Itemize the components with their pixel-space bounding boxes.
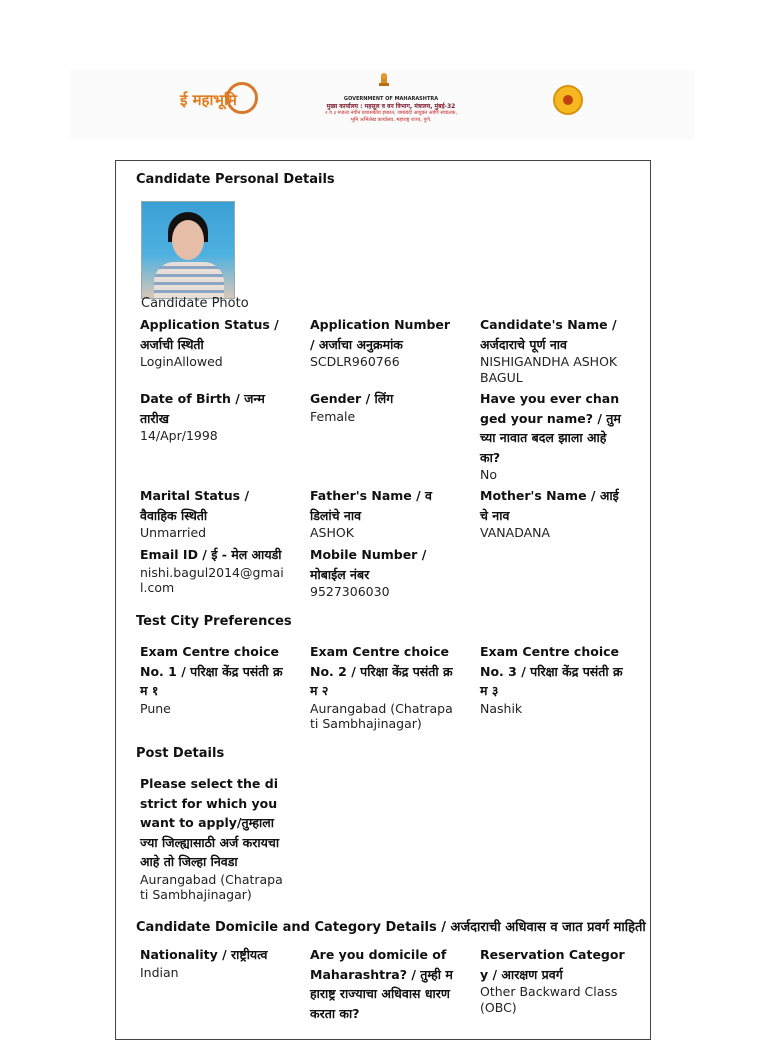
application-status-field [140,315,285,370]
field-value: 9527306030 [310,584,390,599]
email-field [140,545,285,596]
field-label: Are you domicile of Maharashtra? / तुम्ही महाराष्ट्र राज्याचा अधिवास धारण करता का? [310,947,453,1021]
field-label: Email ID / ई - मेल आयडी [140,547,282,562]
father-name-field [310,486,455,541]
address-line-2: भूमि अभिलेख कार्यालय, महाराष्ट्र राज्य, पुणे. [350,117,432,123]
field-value: VANADANA [480,525,551,540]
government-address [306,96,476,124]
field-value: NISHIGANDHA ASHOK BAGUL [480,354,618,385]
field-value: Aurangabad (Chatrapati Sambhajinagar) [140,871,283,902]
office-line: मुख्य कार्यालय : महसूल व वन विभाग, मंत्रालय, मुंबई-32 [326,103,456,110]
mother-name-field [480,486,625,541]
application-number-field [310,315,455,370]
maharashtra-seal-icon [553,85,583,115]
mobile-number-field [310,545,455,600]
field-label: Nationality / राष्ट्रीयत्व [140,947,268,962]
gov-line: GOVERNMENT OF MAHARASHTRA [343,96,439,102]
field-value: Pune [140,700,171,716]
domicile-maharashtra-field [310,945,455,1023]
field-label: Exam Centre choice No. 2 / परिक्षा केंद्र पसंती क्रम २ [310,644,453,698]
field-value: Nashik [480,700,523,716]
field-value: No [480,467,497,482]
field-label: Please select the district for which you want to apply/तुम्हाला ज्या जिल्ह्यासाठी अर्ज करायचा आहे तो जिल्हा निवडा [140,776,280,869]
field-label: Gender / लिंग [310,391,394,406]
mahabhumi-logo [180,80,260,120]
field-value: 14/Apr/1998 [140,428,218,443]
nationality-field [140,945,285,980]
field-value: ASHOK [310,525,354,540]
gender-field [310,389,455,424]
date-of-birth-field [140,389,285,444]
national-emblem-icon [374,72,394,92]
field-label: Marital Status / वैवाहिक स्थिती [140,488,250,523]
field-label: Application Number / अर्जाचा अनुक्रमांक [310,317,451,352]
field-label: Exam Centre choice No. 3 / परिक्षा केंद्र पसंती क्रम ३ [480,644,623,698]
exam-centre-choice-2-field [310,642,455,732]
exam-centre-choice-1-field [140,642,285,716]
field-label: Reservation Category / आरक्षण प्रवर्ग [480,947,625,982]
candidate-photo [141,201,235,299]
field-label: Father's Name / वडिलांचे नाव [310,488,432,523]
field-label: Date of Birth / जन्म तारीख [140,391,265,426]
field-value: Other Backward Class (OBC) [480,984,618,1015]
field-value: Female [310,408,356,424]
marital-status-field [140,486,285,541]
exam-centre-choice-3-field [480,642,625,716]
post-details-title: Post Details [136,746,225,761]
field-value: Indian [140,964,179,980]
field-value: nishi.bagul2014@gmail.com [140,564,284,595]
field-label: Mobile Number / मोबाईल नंबर [310,547,427,582]
address-line-1: २ व ३ मजला नवीन प्रशासकीय इमारत, जमाबंदी आयुक्त आणि संचालक, [324,110,458,116]
header-banner [70,70,695,140]
reservation-category-field [480,945,625,1015]
application-details-card [115,160,651,1040]
logo-ring-icon [226,82,258,114]
field-label: Application Status / अर्जाची स्थिती [140,317,279,352]
field-value: LoginAllowed [140,354,223,369]
name-changed-field [480,389,625,483]
field-label: Have you ever changed your name? / तुमच्या नावात बदल झाला आहे का? [480,391,621,465]
field-label: Mother's Name / आईचे नाव [480,488,619,523]
personal-details-title: Candidate Personal Details [136,172,335,187]
field-value: Unmarried [140,525,207,540]
district-selection-field [140,774,285,903]
domicile-category-title: Candidate Domicile and Category Details / अर्जदाराची अधिवास व जात प्रवर्ग माहिती [136,920,646,935]
field-value: Aurangabad (Chatrapati Sambhajinagar) [310,700,453,731]
photo-caption: Candidate Photo [141,296,249,311]
field-label: Exam Centre choice No. 1 / परिक्षा केंद्र पसंती क्रम १ [140,644,283,698]
field-value: SCDLR960766 [310,354,400,369]
field-label: Candidate's Name / अर्जदाराचे पूर्ण नाव [480,317,617,352]
candidate-name-field [480,315,625,385]
test-city-title: Test City Preferences [136,614,292,629]
logo-text-b: भूमि [213,91,237,109]
logo-text-a: ई महा [180,91,214,109]
